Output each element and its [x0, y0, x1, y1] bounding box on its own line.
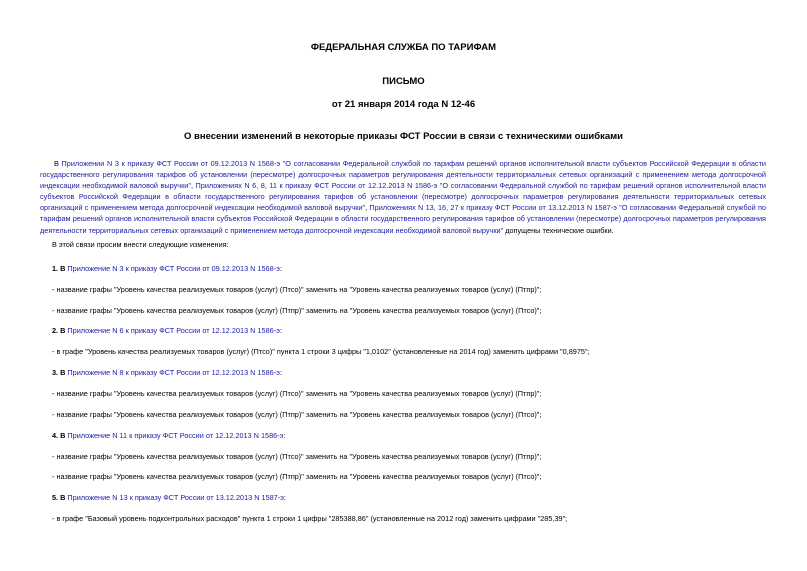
document-date-number: от 21 января 2014 года N 12-46: [331, 99, 476, 110]
intro-text: допущены технические ошибки.: [503, 225, 614, 235]
item-number: 1. В: [52, 264, 66, 273]
item-link[interactable]: Приложение N 8 к приказу ФСТ России от 12.12.2013 N 1586-э: [67, 368, 280, 377]
item-heading: [52, 368, 282, 377]
item-link[interactable]: Приложение N 11 к приказу ФСТ России от 12.12.2013 N 1586-э: [67, 431, 284, 440]
item-link[interactable]: Приложение N 6 к приказу ФСТ России от 12.12.2013 N 1586-э: [67, 326, 280, 335]
intro-text: В: [54, 159, 62, 168]
item-text: - название графы "Уровень качества реализуемых товаров (услуг) (Птсо)" заменить на "Уровень качества реализуемых товаров (услуг) (Птпр)";: [52, 452, 542, 461]
item-number: 4. В: [52, 431, 66, 440]
request-text: В этой связи просим внести следующие изменения:: [52, 240, 229, 249]
item-tail: :: [283, 493, 286, 502]
item-number: 3. В: [52, 368, 66, 377]
item-tail: :: [279, 264, 282, 273]
item-heading: [52, 326, 282, 335]
item-text: - название графы "Уровень качества реализуемых товаров (услуг) (Птпр)" заменить на "Уровень качества реализуемых товаров (услуг) (Птсо)";: [52, 306, 542, 315]
link-order-1586[interactable]: Приложениях N 6, 8, 11 к приказу ФСТ России от 12.12.2013 N 1586-э "О согласовании Федеральной службой по тарифам решений органов исполнительной власти субъектов Российской Федерации в области государственного регулирования тарифов об установлении (пересмотре) долгосрочных параметров регулирования деятельности территориальных сетевых организаций с применением метода долгосрочной индексации необходимой валовой выручки": [40, 181, 766, 213]
item-heading: [52, 493, 286, 502]
item-number: 5. В: [52, 493, 66, 502]
item-text: - в графе "Уровень качества реализуемых товаров (услуг) (Птсо)" пункта 1 строки 3 цифры "1,0102" (установленные на 2014 год) заменить цифрами "0,8975";: [52, 347, 590, 356]
intro-text: ,: [365, 203, 370, 213]
link-order-1568[interactable]: Приложении N 3 к приказу ФСТ России от 09.12.2013 N 1568-э "О согласовании Федеральной службой по тарифам решений органов исполнительной власти субъектов Российской Федерации в области государственного регулирования тарифов об установлении (пересмотре) долгосрочных параметров регулирования деятельности территориальных сетевых организаций с применением метода долгосрочной индексации необходимой валовой выручки": [40, 159, 766, 191]
intro-text: ,: [190, 181, 196, 191]
item-link[interactable]: Приложение N 13 к приказу ФСТ России от 13.12.2013 N 1587-э: [67, 493, 284, 502]
document-type: ПИСЬМО: [382, 76, 425, 87]
item-tail: :: [279, 368, 282, 377]
item-text: - название графы "Уровень качества реализуемых товаров (услуг) (Птпр)" заменить на "Уровень качества реализуемых товаров (услуг) (Птсо)";: [52, 472, 542, 481]
document-title: О внесении изменений в некоторые приказы ФСТ России в связи с техническими ошибками: [183, 131, 624, 142]
link-order-1587[interactable]: Приложениях N 13, 16, 27 к приказу ФСТ России от 13.12.2013 N 1587-э "О согласовании Федеральной службой по тарифам решений органов исполнительной власти субъектов Российской Федерации в области государственного регулирования тарифов об установлении (пересмотре) долгосрочных параметров регулирования деятельности территориальных сетевых организаций с применением метода долгосрочной индексации необходимой валовой выручки": [40, 203, 766, 235]
item-number: 2. В: [52, 326, 66, 335]
item-heading: [52, 264, 282, 273]
item-tail: :: [283, 431, 286, 440]
item-tail: :: [279, 326, 282, 335]
item-link[interactable]: Приложение N 3 к приказу ФСТ России от 09.12.2013 N 1568-э: [67, 264, 280, 273]
item-text: - в графе "Базовый уровень подконтрольных расходов" пункта 1 строки 1 цифры "285388,86" (установленные на 2012 год) заменить цифрами "285,39";: [52, 514, 568, 523]
intro-paragraph: [40, 158, 766, 236]
item-text: - название графы "Уровень качества реализуемых товаров (услуг) (Птпр)" заменить на "Уровень качества реализуемых товаров (услуг) (Птсо)";: [52, 410, 542, 419]
item-text: - название графы "Уровень качества реализуемых товаров (услуг) (Птсо)" заменить на "Уровень качества реализуемых товаров (услуг) (Птпр)";: [52, 389, 542, 398]
agency-heading: ФЕДЕРАЛЬНАЯ СЛУЖБА ПО ТАРИФАМ: [310, 42, 497, 53]
item-text: - название графы "Уровень качества реализуемых товаров (услуг) (Птсо)" заменить на "Уровень качества реализуемых товаров (услуг) (Птпр)";: [52, 285, 542, 294]
item-heading: [52, 431, 285, 440]
